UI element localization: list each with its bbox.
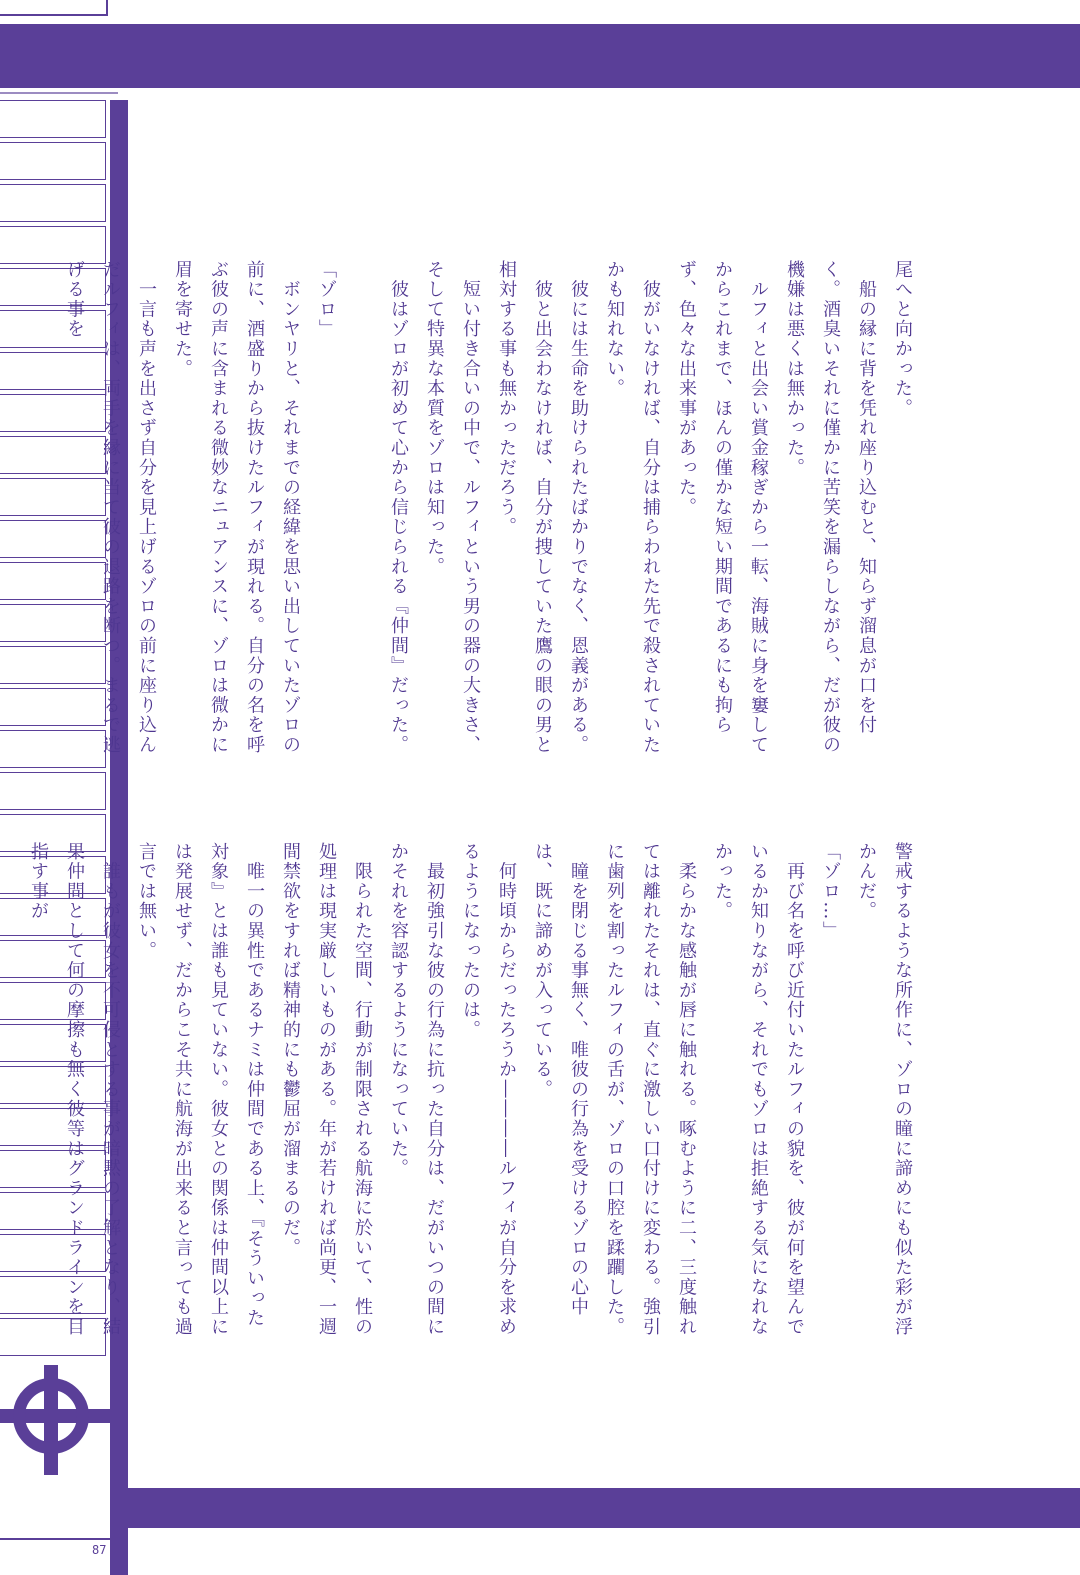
paragraph: 最初強引な彼の行為に抗った自分は、だがいつの間にかそれを容認するようになっていた。 [388, 842, 445, 1337]
page-number: 87 [92, 1543, 107, 1557]
paragraph: 何時頃からだったろうか――――ルフィが自分を求めるようになったのは。 [460, 842, 517, 1337]
paragraph: 限られた空間、行動が制限される航海に於いて、性の処理は現実厳しいものがある。年が若ければ尚更、一週間禁欲をすれば精神的にも鬱屈が溜まるのだ。 [280, 842, 373, 1337]
paragraph: 彼はゾロが初めて心から信じられる『仲間』だった。 [388, 260, 409, 755]
celtic-cross-icon [0, 1365, 110, 1475]
paragraph: 「ゾロ」 [316, 260, 337, 340]
paragraph: 誰もが彼女を不可侵とする事が暗黙の了解となり、結果仲間として何の摩擦も無く彼等はグランドラインを目指す事が [28, 842, 121, 1337]
paragraph: 尾へと向かった。 [892, 260, 913, 419]
paragraph: 唯一の異性であるナミは仲間である上、『そういった対象』とは誰も見ていない。彼女との関係は仲間以上には発展せず、だからこそ共に航海が出来ると言っても過言では無い。 [136, 842, 265, 1337]
text-block-bottom [28, 842, 920, 1347]
paragraph: 「ゾロ…」 [820, 842, 841, 941]
top-tab-frame [0, 0, 108, 16]
paragraph: 船の縁に背を凭れ座り込むと、知らず溜息が口を付く。酒臭いそれに僅かに苦笑を漏らしながら、だが彼の機嫌は悪くは無かった。 [784, 260, 877, 755]
paragraph: 警戒するような所作に、ゾロの瞳に諦めにも似た彩が浮かんだ。 [856, 842, 913, 1337]
paragraph: 瞳を閉じる事無く、唯彼の行為を受けるゾロの心中は、既に諦めが入っている。 [532, 842, 589, 1318]
top-purple-band [0, 24, 1080, 88]
paragraph: 一言も声を出さず自分を見上げるゾロの前に座り込んだルフィは、両手を縁に当て彼の退路を断つ。まるで逃げる事を [64, 260, 157, 755]
paragraph: 再び名を呼び近付いたルフィの貌を、彼が何を望んでいるか知りながら、それでもゾロは拒絶する気になれなかった。 [712, 842, 805, 1337]
paragraph: 短い付き合いの中で、ルフィという男の器の大きさ、そして特異な本質をゾロは知った。 [424, 260, 481, 755]
paragraph: 彼がいなければ、自分は捕らわれた先で殺されていたかも知れない。 [604, 260, 661, 755]
paragraph [344, 260, 380, 760]
text-block-top [64, 260, 920, 760]
paragraph: 柔らかな感触が唇に触れる。啄むように二、三度触れては離れたそれは、直ぐに激しい口付けに変わる。強引に歯列を割ったルフィの舌が、ゾロの口腔を蹂躙した。 [604, 842, 697, 1337]
frame-line [0, 92, 118, 94]
paragraph: 彼には生命を助けられたばかりでなく、恩義がある。 [568, 260, 589, 755]
bottom-purple-band [118, 1488, 1080, 1528]
paragraph: ボンヤリと、それまでの経緯を思い出していたゾロの前に、酒盛りから抜けたルフィが現れる。自分の名を呼ぶ彼の声に含まれる微妙なニュアンスに、ゾロは微かに眉を寄せた。 [172, 260, 301, 755]
paragraph: ルフィと出会い賞金稼ぎから一転、海賊に身を窶してからこれまで、ほんの僅かな短い期間であるにも拘らず、色々な出来事があった。 [676, 260, 769, 755]
paragraph: 彼と出会わなければ、自分が捜していた鷹の眼の男と相対する事も無かっただろう。 [496, 260, 553, 755]
